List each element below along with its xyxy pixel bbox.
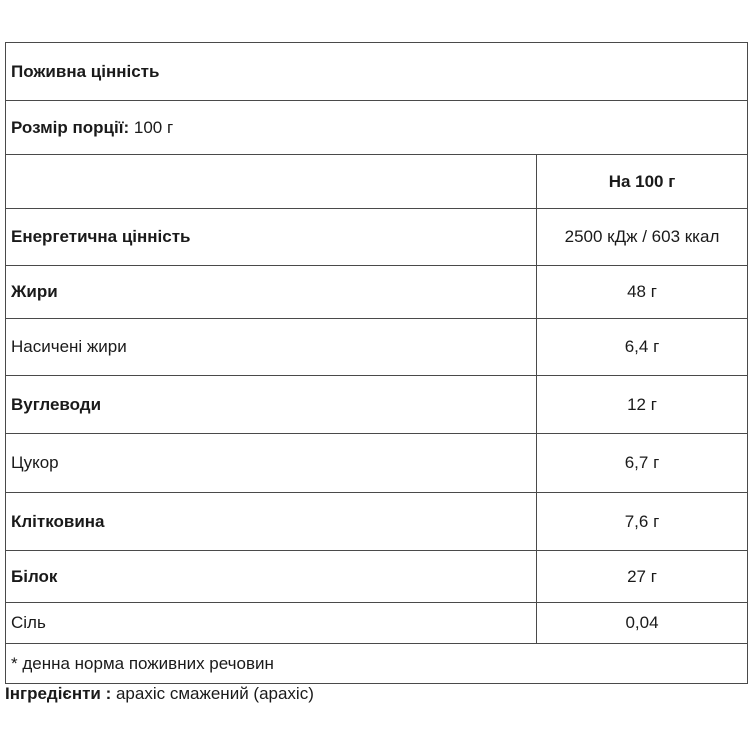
ingredients-line [5,684,314,704]
nutrient-value-salt: 0,04 [625,613,659,632]
nutrient-label-fat: Жири [6,266,537,318]
column-header: На 100 г [608,171,676,191]
table-row [6,318,747,375]
ingredients-label: Інгредієнти : [5,684,112,703]
nutrient-value-carbohydrates: 12 г [627,394,657,414]
serving-size-label: Розмір порції: [11,117,130,137]
serving-size-value: 100 г [129,117,174,137]
nutrition-table [5,42,748,684]
nutrient-label-fiber: Клітковина [6,493,537,550]
table-title: Поживна цінність [11,61,160,81]
table-row [6,602,747,643]
table-row [6,550,747,602]
nutrient-label-saturated-fat: Насичені жири [6,319,537,375]
table-row [6,208,747,265]
table-row [6,433,747,492]
table-row [6,375,747,433]
ingredients-value: арахіс смажений (арахіс) [111,684,314,703]
nutrient-label-protein: Білок [6,551,537,602]
title-row [6,43,747,100]
serving-size [6,101,747,154]
nutrient-label-energy: Енергетична цінність [6,209,537,265]
nutrient-value-fiber: 7,6 г [624,511,660,531]
nutrient-label-salt: Сіль [6,603,537,643]
header-empty-cell [6,155,537,208]
table-row [6,492,747,550]
nutrient-label-carbohydrates: Вуглеводи [6,376,537,433]
nutrient-label-sugar: Цукор [6,434,537,492]
serving-row [6,100,747,154]
nutrient-value-sugar: 6,7 г [624,453,660,472]
footnote: * денна норма поживних речовин [11,653,274,673]
nutrient-value-fat: 48 г [627,282,657,301]
nutrient-value-protein: 27 г [627,566,657,586]
footnote-row [6,643,747,683]
table-row [6,265,747,318]
nutrient-value-energy: 2500 кДж / 603 ккал [564,227,720,246]
nutrient-value-saturated-fat: 6,4 г [624,337,660,356]
header-row [6,154,747,208]
